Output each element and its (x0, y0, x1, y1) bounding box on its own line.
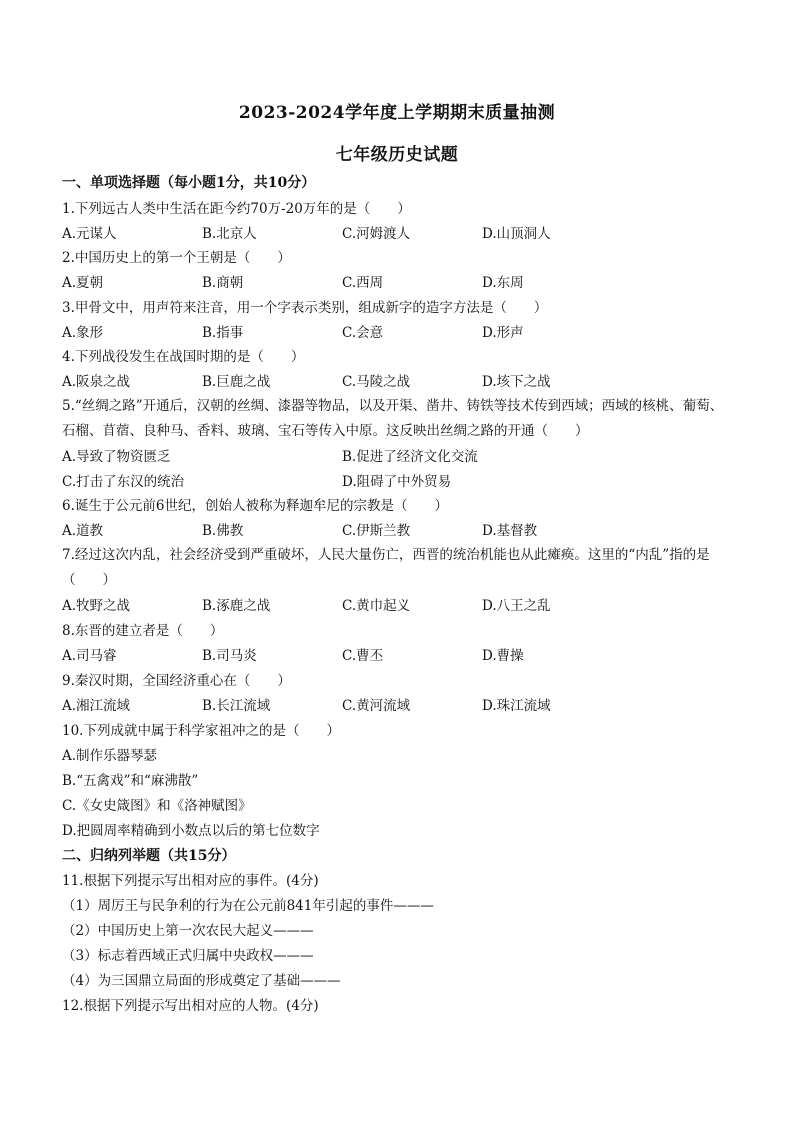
question-2-option-d: D.东周 (482, 275, 524, 291)
question-9-stem: 9.秦汉时期，全国经济重心在（ ） (62, 673, 291, 689)
question-9-option-d: D.珠江流域 (482, 698, 551, 714)
question-10-option-c: C.《女史箴图》和《洛神赋图》 (62, 798, 252, 814)
question-7-option-c: C.黄巾起义 (342, 598, 411, 614)
question-11-item-2: （2）中国历史上第一次农民大起义——— (62, 923, 314, 939)
question-3-option-d: D.形声 (482, 325, 524, 341)
question-10-option-a: A.制作乐器琴瑟 (62, 748, 158, 764)
question-1-option-c: C.河姆渡人 (342, 226, 411, 242)
question-5-option-a: A.导致了物资匮乏 (62, 449, 171, 465)
question-5-option-c: C.打击了东汉的统治 (62, 474, 185, 490)
exam-subtitle: 七年级历史试题 (335, 145, 459, 165)
question-12-stem: 12.根据下列提示写出相对应的人物。(4分) (62, 998, 319, 1014)
question-5-option-b: B.促进了经济文化交流 (342, 449, 478, 465)
question-2-option-c: C.西周 (342, 275, 384, 291)
question-1-stem: 1.下列远古人类中生活在距今约70万-20万年的是（ ） (62, 201, 411, 217)
question-11-stem: 11.根据下列提示写出相对应的事件。(4分) (62, 873, 319, 889)
section-heading-summary: 二、归纳列举题（共15分） (62, 848, 236, 864)
question-6-option-c: C.伊斯兰教 (342, 523, 411, 539)
question-7-stem: 7.经过这次内乱，社会经济受到严重破坏，人民大量伤亡，西晋的统治机能也从此瘫痪。这里的“内乱”指的是（ ） (62, 547, 710, 588)
question-5-stem: 5.“丝绸之路”开通后，汉朝的丝绸、漆器等物品，以及开渠、凿井、铸铁等技术传到西域；西域的核桃、葡萄、石榴、苜蓿、良种马、香料、玻璃、宝石等传入中原。这反映出丝绸之路的开通（ ） (62, 398, 724, 439)
question-3-stem: 3.甲骨文中，用声符来注音，用一个字表示类别，组成新字的造字方法是（ ） (62, 300, 548, 316)
question-3-option-c: C.会意 (342, 325, 384, 341)
question-11-item-4: （4）为三国鼎立局面的形成奠定了基础——— (62, 973, 341, 989)
question-7-option-a: A.牧野之战 (62, 598, 131, 614)
question-6-option-a: A.道教 (62, 523, 104, 539)
question-4-option-b: B.巨鹿之战 (202, 374, 271, 390)
question-2-option-a: A.夏朝 (62, 275, 104, 291)
question-10-option-d: D.把圆周率精确到小数点以后的第七位数字 (62, 823, 320, 839)
question-10-option-b: B.“五禽戏”和“麻沸散” (62, 773, 199, 789)
question-1-option-d: D.山顶洞人 (482, 226, 551, 242)
question-1-option-a: A.元谋人 (62, 226, 117, 242)
question-4-option-a: A.阪泉之战 (62, 374, 131, 390)
question-8-option-d: D.曹操 (482, 648, 524, 664)
question-8-stem: 8.东晋的建立者是（ ） (62, 623, 224, 639)
question-4-option-c: C.马陵之战 (342, 374, 411, 390)
question-5-option-d: D.阻碍了中外贸易 (342, 474, 452, 490)
question-8-option-a: A.司马睿 (62, 648, 117, 664)
section-heading-choice: 一、单项选择题（每小题1分，共10分） (62, 175, 316, 191)
question-11-item-3: （3）标志着西域正式归属中央政权——— (62, 948, 314, 964)
question-6-stem: 6.诞生于公元前6世纪，创始人被称为释迦牟尼的宗教是（ ） (62, 498, 448, 514)
question-2-option-b: B.商朝 (202, 275, 244, 291)
question-11-item-1: （1）周厉王与民争利的行为在公元前841年引起的事件——— (62, 898, 434, 914)
question-2-stem: 2.中国历史上的第一个王朝是（ ） (62, 250, 291, 266)
question-8-option-b: B.司马炎 (202, 648, 257, 664)
question-7-option-b: B.涿鹿之战 (202, 598, 271, 614)
question-10-stem: 10.下列成就中属于科学家祖冲之的是（ ） (62, 723, 340, 739)
question-1-option-b: B.北京人 (202, 226, 257, 242)
question-7-option-d: D.八王之乱 (482, 598, 551, 614)
question-9-option-c: C.黄河流域 (342, 698, 411, 714)
question-9-option-a: A.湘江流域 (62, 698, 131, 714)
question-4-stem: 4.下列战役发生在战国时期的是（ ） (62, 349, 305, 365)
question-9-option-b: B.长江流域 (202, 698, 271, 714)
question-6-option-d: D.基督教 (482, 523, 538, 539)
question-3-option-b: B.指事 (202, 325, 244, 341)
exam-title: 2023-2024学年度上学期期末质量抽测 (238, 103, 556, 123)
question-6-option-b: B.佛教 (202, 523, 244, 539)
question-3-option-a: A.象形 (62, 325, 104, 341)
question-8-option-c: C.曹丕 (342, 648, 384, 664)
question-4-option-d: D.垓下之战 (482, 374, 551, 390)
